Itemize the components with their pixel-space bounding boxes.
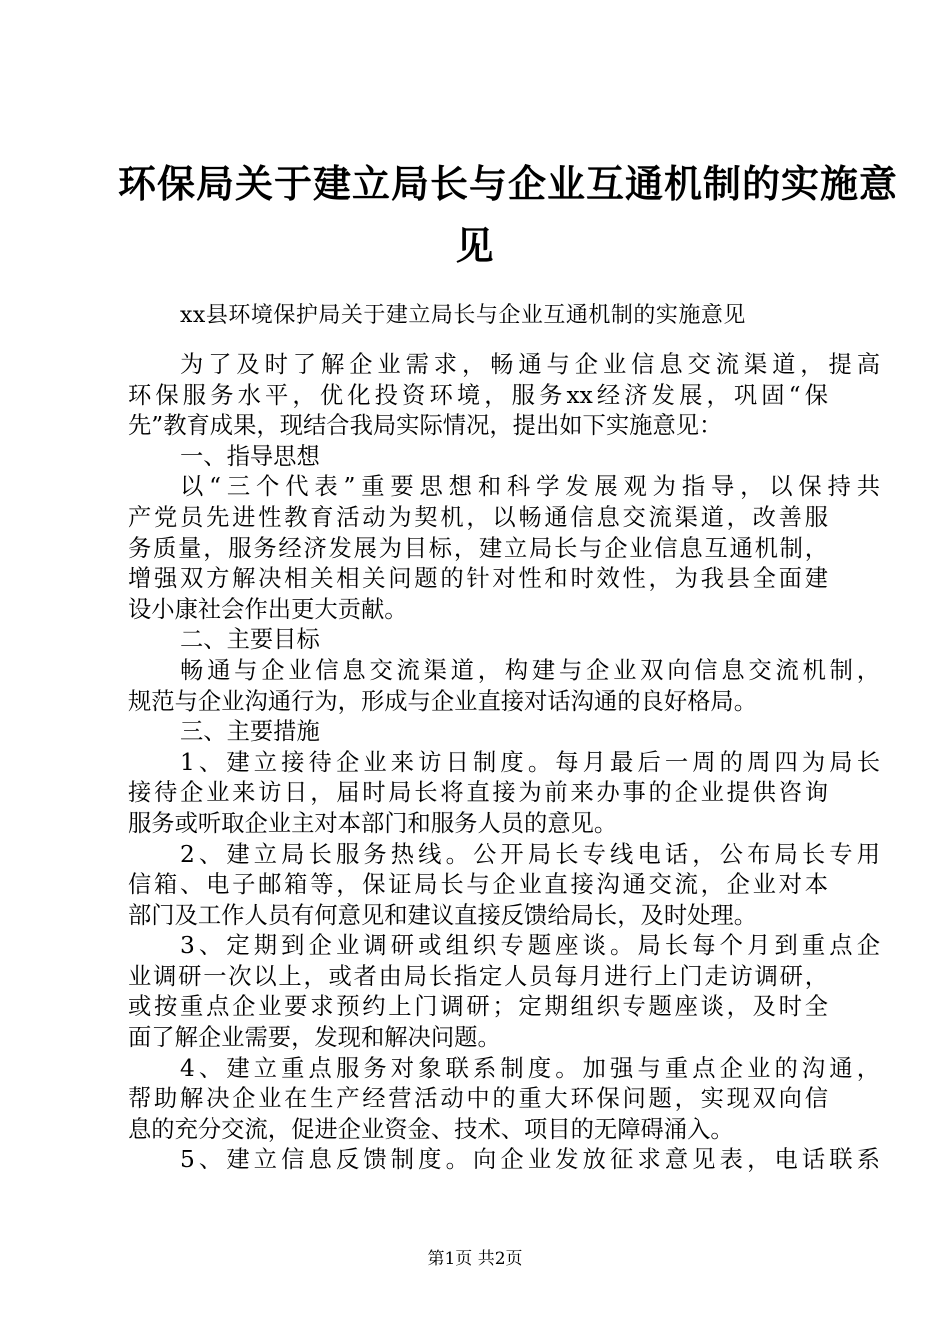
body-line: 环保服务水平，优化投资环境，服务xx经济发展，巩固“保 xyxy=(128,381,828,409)
body-line: 2、建立局长服务热线。公开局长专线电话，公布局长专用 xyxy=(180,840,880,868)
document-body xyxy=(128,350,880,1176)
body-line: 先”教育成果，现结合我局实际情况，提出如下实施意见： xyxy=(128,412,723,440)
section-heading: 三、主要措施 xyxy=(180,718,320,746)
body-line: 增强双方解决相关相关问题的针对性和时效性，为我县全面建 xyxy=(128,565,828,593)
body-line: 帮助解决企业在生产经营活动中的重大环保问题，实现双向信 xyxy=(128,1085,828,1113)
section-heading: 一、指导思想 xyxy=(180,442,320,470)
document-title-line-2: 见 xyxy=(455,223,495,268)
body-line: 规范与企业沟通行为，形成与企业直接对话沟通的良好格局。 xyxy=(128,687,758,715)
body-line: 4、建立重点服务对象联系制度。加强与重点企业的沟通， xyxy=(180,1054,880,1082)
body-line: 务质量，服务经济发展为目标，建立局长与企业信息互通机制， xyxy=(128,534,828,562)
section-heading: 二、主要目标 xyxy=(180,626,320,654)
body-line: 面了解企业需要，发现和解决问题。 xyxy=(128,1024,501,1052)
body-line: 畅通与企业信息交流渠道，构建与企业双向信息交流机制， xyxy=(180,656,880,684)
body-line: 设小康社会作出更大贡献。 xyxy=(128,595,408,623)
body-line: 为了及时了解企业需求，畅通与企业信息交流渠道，提高 xyxy=(180,351,880,378)
body-line: 以“三个代表”重要思想和科学发展观为指导，以保持共 xyxy=(180,473,880,501)
body-line: 息的充分交流，促进企业资金、技术、项目的无障碍涌入。 xyxy=(128,1115,734,1143)
document-title-line-1: 环保局关于建立局长与企业互通机制的实施意 xyxy=(118,161,899,206)
page-footer: 第1页 共2页 xyxy=(427,1249,523,1269)
body-line: 3、定期到企业调研或组织专题座谈。局长每个月到重点企 xyxy=(180,932,880,960)
body-line: 1、建立接待企业来访日制度。每月最后一周的周四为局长 xyxy=(180,748,880,776)
body-line: 业调研一次以上，或者由局长指定人员每月进行上门走访调研， xyxy=(128,962,828,990)
document-subtitle: xx县环境保护局关于建立局长与企业互通机制的实施意见 xyxy=(180,303,746,328)
body-line: 接待企业来访日，届时局长将直接为前来办事的企业提供咨询 xyxy=(128,779,828,807)
body-line: 5、建立信息反馈制度。向企业发放征求意见表，电话联系 xyxy=(180,1146,880,1174)
body-line: 部门及工作人员有何意见和建议直接反馈给局长，及时处理。 xyxy=(128,901,758,929)
body-line: 产党员先进性教育活动为契机，以畅通信息交流渠道，改善服 xyxy=(128,503,828,531)
body-line: 或按重点企业要求预约上门调研；定期组织专题座谈，及时全 xyxy=(128,993,828,1021)
body-line: 服务或听取企业主对本部门和服务人员的意见。 xyxy=(128,809,618,837)
body-line: 信箱、电子邮箱等，保证局长与企业直接沟通交流，企业对本 xyxy=(128,871,828,899)
